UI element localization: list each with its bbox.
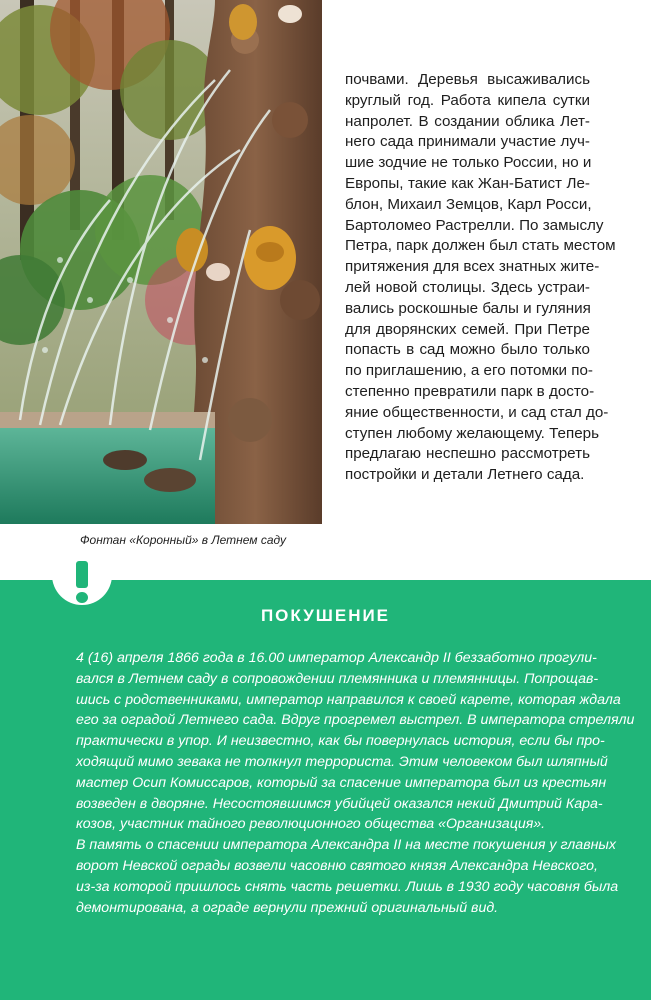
article-line: него сада принимали участие луч- xyxy=(345,133,590,151)
sidebar-line: 4 (16) апреля 1866 года в 16.00 император Александр II беззаботно прогули- xyxy=(76,650,597,666)
article-line: яние общественности, и сад стал до- xyxy=(345,403,609,421)
article-line: блон, Михаил Земцов, Карл Росси, xyxy=(345,195,592,213)
sidebar-line: козов, участник тайного революционного общества «Организация». xyxy=(76,816,546,833)
sidebar-line: шись с родственниками, император направился к своей карете, которая ждала xyxy=(76,691,621,708)
sidebar-line: из-за которой пришлось снять часть решетки. Лишь в 1930 году часовня была xyxy=(76,878,619,895)
article-line: предлагаю неспешно рассмотреть xyxy=(345,445,590,463)
article-line: Петра, парк должен был стать местом xyxy=(345,237,616,255)
article-line: Европы, такие как Жан-Батист Ле- xyxy=(345,174,590,192)
article-line: шие зодчие не только России, но и xyxy=(345,154,592,172)
fountain-illustration xyxy=(0,0,322,524)
sidebar-line: вался в Летнем саду в сопровождении племянника и племянницы. Попрощав- xyxy=(76,670,599,687)
article-line: напролет. В создании облика Лет- xyxy=(345,112,590,130)
sidebar-box-text xyxy=(76,648,635,918)
article-line: по приглашению, а его потомки по- xyxy=(345,362,593,380)
sidebar-line: демонтирована, а ограде вернули прежний оригинальный вид. xyxy=(76,899,499,916)
article-line: Бартоломео Растрелли. По замыслу xyxy=(345,216,604,234)
exclamation-icon xyxy=(52,545,112,605)
article-line: притяжения для всех знатных жите- xyxy=(345,258,600,276)
sidebar-line: мастер Осип Комиссаров, который за спасение императора был из крестьян xyxy=(76,774,607,791)
sidebar-line: практически в упор. И неизвестно, как бы повернулась история, если бы про- xyxy=(76,733,605,750)
fountain-photo xyxy=(0,0,322,524)
sidebar-line: ворот Невской ограды возвели часовню святого князя Александра Невского, xyxy=(76,857,598,874)
article-line: лей новой столицы. Здесь устраи- xyxy=(345,278,590,296)
article-line: для дворянских семей. При Петре xyxy=(345,320,590,338)
sidebar-line: В память о спасении императора Александра II на месте покушения у главных xyxy=(76,837,616,854)
article-line: степенно превратили парк в досто- xyxy=(345,382,595,400)
article-line: ступен любому желающему. Теперь xyxy=(345,424,600,442)
article-line: попасть в сад можно было только xyxy=(345,341,590,359)
article-line: постройки и детали Летнего сада. xyxy=(345,466,585,484)
article-text xyxy=(345,70,616,486)
photo-caption: Фонтан «Коронный» в Летнем саду xyxy=(80,533,287,547)
article-line: вались роскошные балы и гуляния xyxy=(345,299,591,317)
sidebar-box-title: ПОКУШЕНИЕ xyxy=(260,606,391,625)
sidebar-line: ходящий мимо зевака не толкнул террориста. Этим человеком был шляпный xyxy=(76,753,608,770)
article-line: почвами. Деревья высаживались xyxy=(345,71,590,88)
article-line: круглый год. Работа кипела сутки xyxy=(345,91,590,109)
sidebar-line: его за оградой Летнего сада. Вдруг прогремел выстрел. В императора стреляли xyxy=(76,712,635,729)
sidebar-line: возведен в дворяне. Несостоявшимся убийцей оказался некий Дмитрий Кара- xyxy=(76,795,603,812)
